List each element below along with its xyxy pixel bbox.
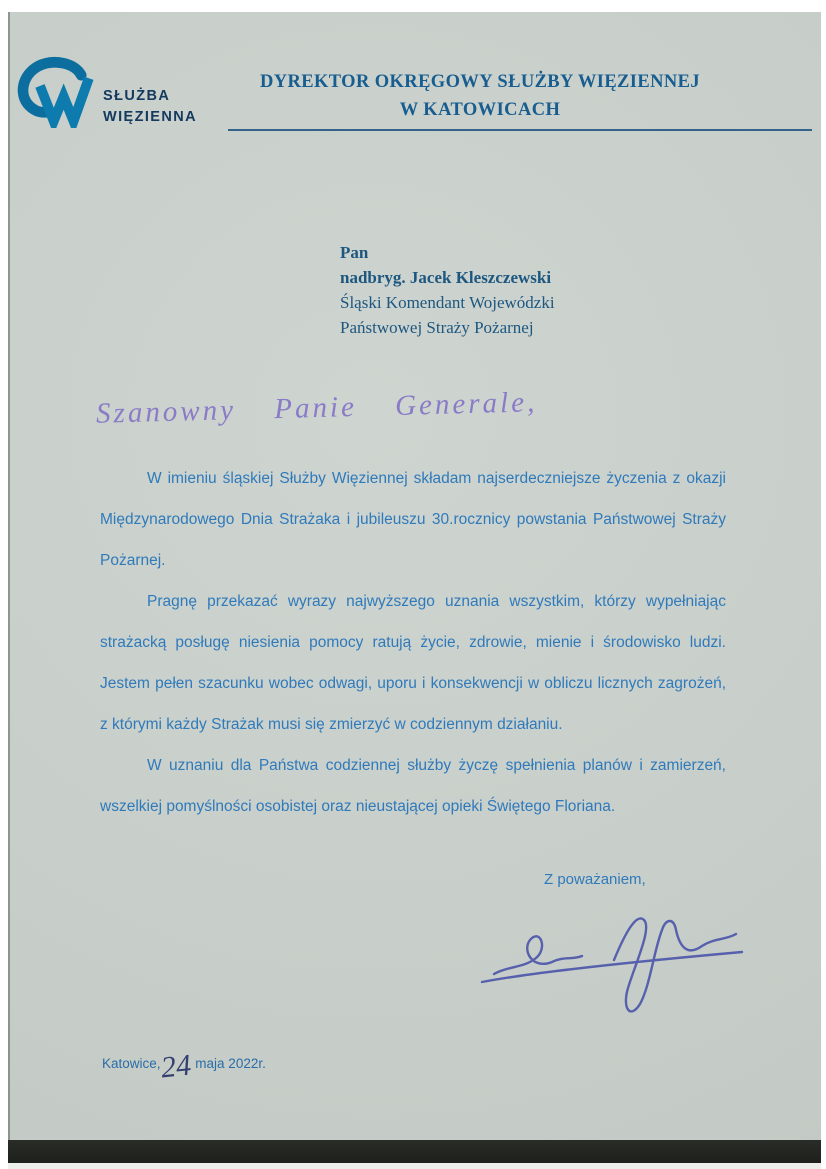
letterhead-title-line1: DYREKTOR OKRĘGOWY SŁUŻBY WIĘZIENNEJ [259, 72, 701, 92]
prison-service-sw-logo-icon [14, 56, 98, 128]
body-paragraph: W uznaniu dla Państwa codziennej służby życzę spełnienia planów i zamierzeń, wszelkiej pomyślności osobistej oraz nieustającej opieki Świętego Floriana. [100, 757, 726, 815]
body-paragraph: W imieniu śląskiej Służby Więziennej składam najserdeczniejsze życzenia z okazji Międzynarodowego Dnia Strażaka i jubileuszu 30.rocznicy powstania Państwowej Straży Pożarnej. [100, 470, 726, 569]
date-place: Katowice, [102, 1056, 161, 1071]
recipient-honorific: Pan [340, 243, 369, 262]
recipient-title-line2: Państwowej Straży Pożarnej [340, 318, 534, 337]
recipient-title-line1: Śląski Komendant Wojewódzki [340, 293, 555, 312]
handwritten-signature-icon [478, 898, 750, 1036]
scan-artifact-band [8, 1140, 821, 1163]
scan-artifact-edge [8, 1163, 821, 1169]
letterhead-title-line2: W KATOWICACH [399, 100, 561, 120]
letterhead-title [200, 68, 760, 124]
date-line [102, 1048, 266, 1085]
letterhead-divider [228, 129, 812, 131]
recipient-name: nadbryg. Jacek Kleszczewski [340, 268, 552, 287]
closing-phrase: Z poważaniem, [544, 871, 646, 888]
body-paragraph: Pragnę przekazać wyrazy najwyższego uznania wszystkim, którzy wypełniając strażacką posługę niesienia pomocy ratują życie, zdrowie, mienie i środowisko ludzi. Jestem pełen szacunku wobec odwagi, uporu i konsekwencji w obliczu licznych zagrożeń, z którymi każdy Strażak musi się zmierzyć w codziennym działaniu. [100, 593, 726, 733]
recipient-block [340, 240, 555, 340]
letter-body [100, 458, 726, 827]
logo-org-line1: SŁUŻBA [103, 88, 171, 104]
logo-org-name [103, 86, 197, 128]
scan-edge-shadow [8, 12, 10, 1169]
handwritten-day: 24 [158, 1048, 193, 1085]
logo-org-line2: WIĘZIENNA [103, 109, 197, 125]
date-text: maja 2022r. [195, 1056, 266, 1071]
handwritten-salutation: Szanowny Panie Generale, [95, 386, 538, 430]
